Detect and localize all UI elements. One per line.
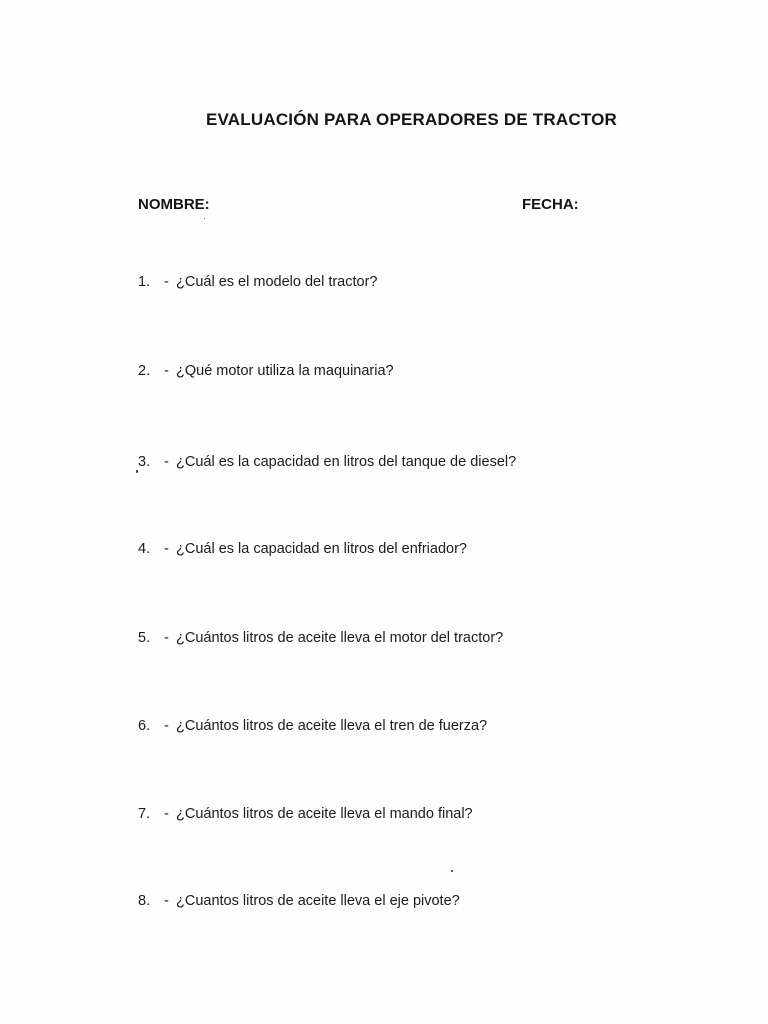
question-2	[138, 363, 394, 379]
name-field-label: NOMBRE:	[138, 196, 210, 213]
question-dash: -	[164, 630, 169, 646]
question-number: 6.	[138, 718, 151, 734]
date-field-label: FECHA:	[522, 196, 579, 213]
question-5	[138, 630, 503, 646]
question-1	[138, 274, 378, 290]
question-dash: -	[164, 893, 169, 909]
question-dash: -	[164, 718, 169, 734]
question-8	[138, 893, 460, 909]
question-4	[138, 541, 467, 557]
question-number: 1.	[138, 274, 151, 290]
scan-speck	[204, 218, 205, 219]
question-text: ¿Cuál es el modelo del tractor?	[176, 274, 378, 290]
question-number: 4.	[138, 541, 151, 557]
question-number: 2.	[138, 363, 151, 379]
scan-speck	[136, 470, 138, 473]
question-text: ¿Cuál es la capacidad en litros del tanque de diesel?	[176, 454, 517, 470]
question-text: ¿Cuántos litros de aceite lleva el motor del tractor?	[176, 630, 504, 646]
question-dash: -	[164, 806, 169, 822]
document-title: EVALUACIÓN PARA OPERADORES DE TRACTOR	[205, 110, 618, 129]
question-text: ¿Cuál es la capacidad en litros del enfriador?	[176, 541, 467, 557]
question-text: ¿Cuántos litros de aceite lleva el tren de fuerza?	[176, 718, 488, 734]
question-number: 7.	[138, 806, 151, 822]
question-6	[138, 718, 487, 734]
question-text: ¿Cuantos litros de aceite lleva el eje pivote?	[176, 893, 460, 909]
question-text: ¿Cuántos litros de aceite lleva el mando final?	[176, 806, 473, 822]
question-dash: -	[164, 541, 169, 557]
question-number: 8.	[138, 893, 151, 909]
question-3	[138, 454, 516, 470]
question-number: 3.	[138, 454, 151, 470]
question-dash: -	[164, 274, 169, 290]
scan-speck	[451, 870, 453, 872]
question-7	[138, 806, 473, 822]
question-dash: -	[164, 454, 169, 470]
question-number: 5.	[138, 630, 151, 646]
question-text: ¿Qué motor utiliza la maquinaria?	[176, 363, 394, 379]
question-dash: -	[164, 363, 169, 379]
